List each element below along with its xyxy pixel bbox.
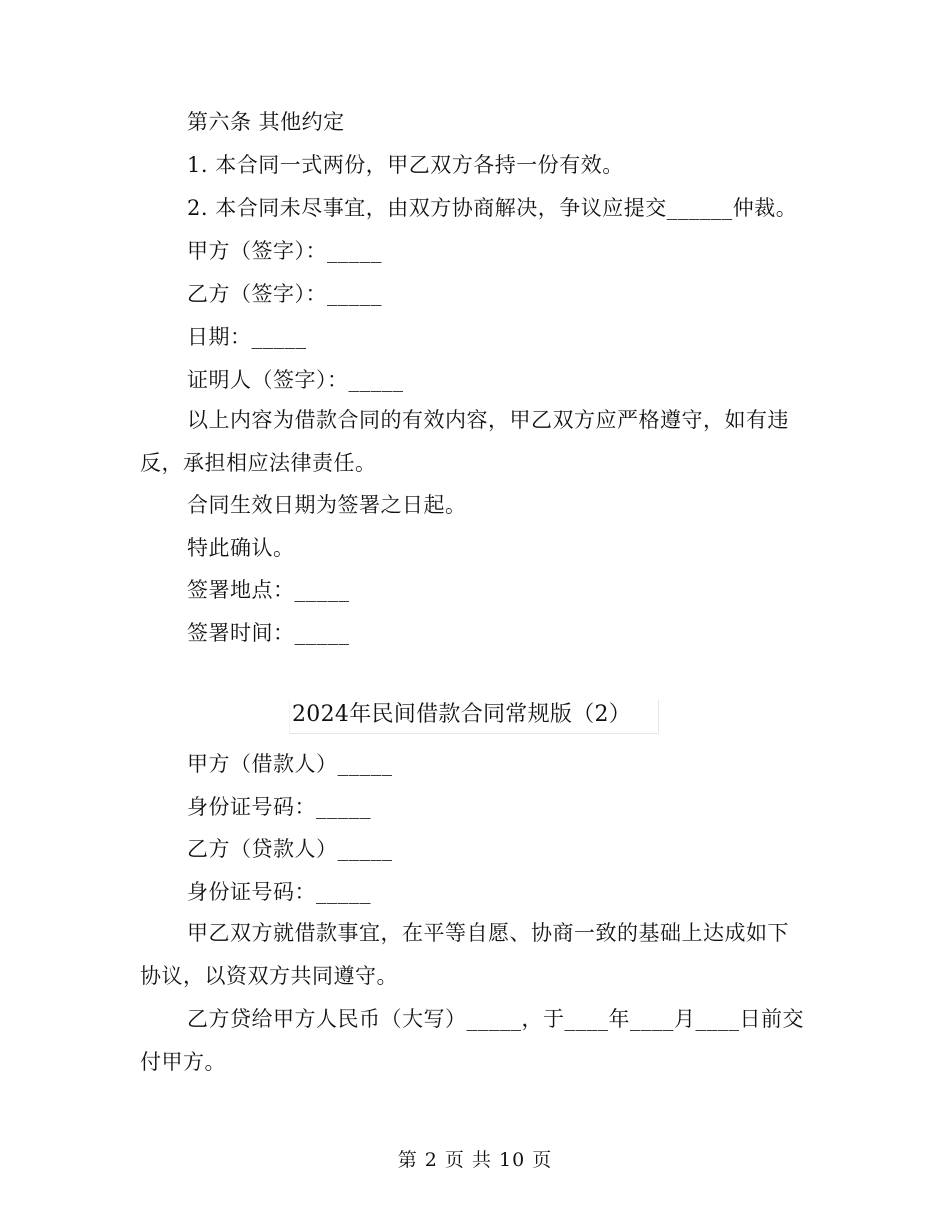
witness-signature-line: 证明人（签字）：_____ <box>187 368 404 392</box>
borrower-line: 甲方（借款人）_____ <box>187 752 393 776</box>
party-b-signature-line: 乙方（签字）：_____ <box>187 282 382 306</box>
clause-item-1: 1. 本合同一式两份，甲乙双方各持一份有效。 <box>187 153 624 177</box>
closing-paragraph-continued: 反，承担相应法律责任。 <box>140 451 377 475</box>
confirmation-text: 特此确认。 <box>187 536 295 560</box>
signing-place-line: 签署地点：_____ <box>187 578 350 602</box>
page-number: 第 2 页 共 10 页 <box>397 1149 553 1171</box>
agreement-intro: 甲乙双方就借款事宜，在平等自愿、协商一致的基础上达成如下 <box>187 921 789 945</box>
contract-title: 2024年民间借款合同常规版（2） <box>289 700 659 734</box>
borrower-id-line: 身份证号码：_____ <box>187 795 371 819</box>
effective-date-text: 合同生效日期为签署之日起。 <box>187 493 467 517</box>
lender-id-line: 身份证号码：_____ <box>187 880 371 904</box>
party-a-signature-line: 甲方（签字）：_____ <box>187 239 382 263</box>
section-heading: 第六条 其他约定 <box>187 110 345 134</box>
date-line: 日期：_____ <box>187 325 307 349</box>
closing-paragraph: 以上内容为借款合同的有效内容，甲乙双方应严格遵守，如有违 <box>187 408 789 432</box>
loan-clause-continued: 付甲方。 <box>140 1050 226 1074</box>
agreement-intro-continued: 协议，以资双方共同遵守。 <box>140 964 398 988</box>
clause-item-2: 2. 本合同未尽事宜，由双方协商解决，争议应提交______仲裁。 <box>187 196 798 220</box>
loan-clause: 乙方贷给甲方人民币（大写）_____，于____年____月____日前交 <box>187 1007 804 1031</box>
lender-line: 乙方（贷款人）_____ <box>187 837 393 861</box>
signing-time-line: 签署时间：_____ <box>187 621 350 645</box>
